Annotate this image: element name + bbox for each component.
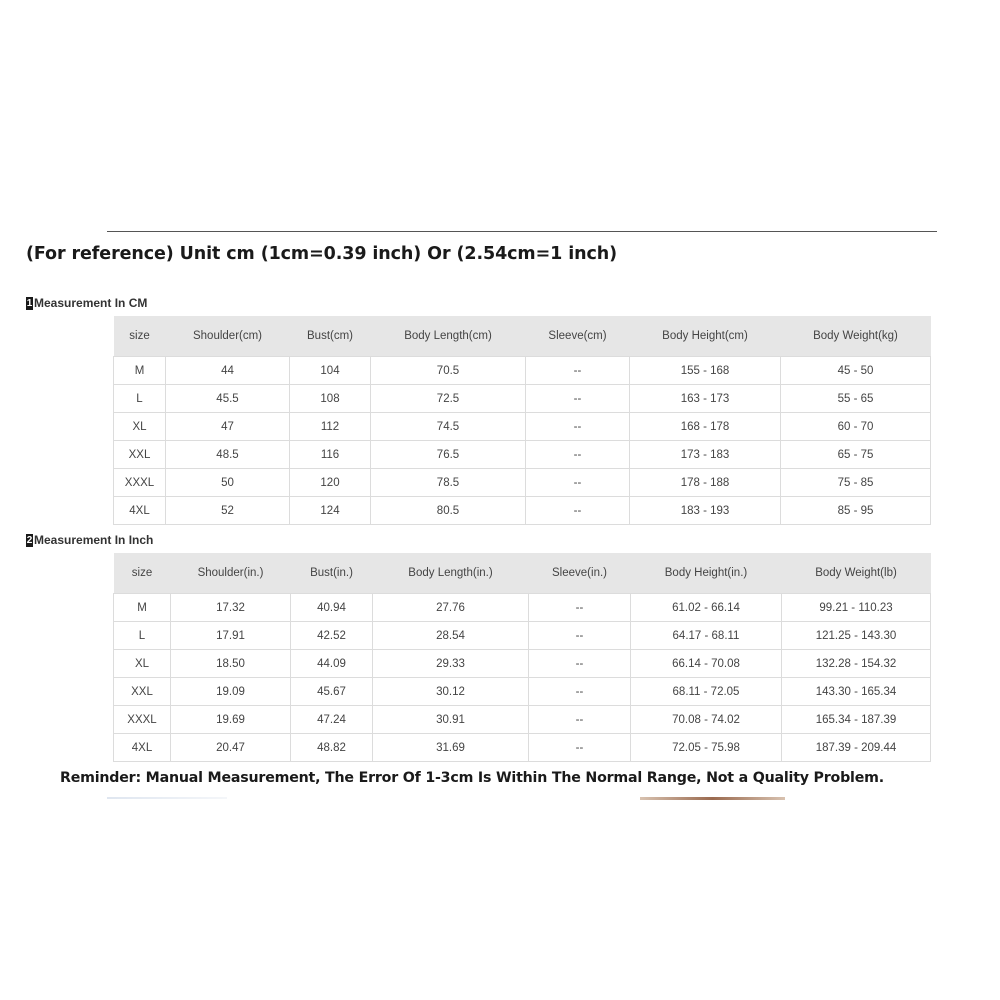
cell-bust: 44.09 [291, 650, 373, 678]
section-title-cm [26, 296, 147, 310]
cell-bust: 48.82 [291, 734, 373, 762]
cell-size: M [114, 357, 166, 385]
cell-body-height: 68.11 - 72.05 [631, 678, 782, 706]
cell-body-height: 70.08 - 74.02 [631, 706, 782, 734]
table-row [114, 594, 931, 622]
cell-body-weight: 65 - 75 [781, 441, 931, 469]
cell-sleeve: -- [529, 706, 631, 734]
cell-body-length: 74.5 [371, 413, 526, 441]
top-divider [107, 231, 937, 232]
column-header-body-height: Body Height(cm) [630, 316, 781, 357]
cell-shoulder: 18.50 [171, 650, 291, 678]
table-row [114, 413, 931, 441]
cell-shoulder: 17.32 [171, 594, 291, 622]
cell-body-weight: 132.28 - 154.32 [782, 650, 931, 678]
cell-bust: 45.67 [291, 678, 373, 706]
cell-shoulder: 44 [166, 357, 290, 385]
cell-size: L [114, 385, 166, 413]
cell-sleeve: -- [526, 357, 630, 385]
column-header-body-length: Body Length(in.) [373, 553, 529, 594]
cell-bust: 104 [290, 357, 371, 385]
cell-size: XL [114, 650, 171, 678]
cell-bust: 40.94 [291, 594, 373, 622]
cell-bust: 108 [290, 385, 371, 413]
cell-size: 4XL [114, 734, 171, 762]
section-title-inch [26, 533, 153, 547]
cell-body-weight: 55 - 65 [781, 385, 931, 413]
cell-body-length: 31.69 [373, 734, 529, 762]
cell-body-length: 30.12 [373, 678, 529, 706]
cell-body-length: 28.54 [373, 622, 529, 650]
cell-size: 4XL [114, 497, 166, 525]
cell-sleeve: -- [526, 413, 630, 441]
cell-shoulder: 50 [166, 469, 290, 497]
table-row [114, 650, 931, 678]
cell-shoulder: 17.91 [171, 622, 291, 650]
cell-shoulder: 52 [166, 497, 290, 525]
cell-shoulder: 20.47 [171, 734, 291, 762]
cell-body-weight: 99.21 - 110.23 [782, 594, 931, 622]
table-row [114, 734, 931, 762]
column-header-bust: Bust(in.) [291, 553, 373, 594]
cell-bust: 116 [290, 441, 371, 469]
cell-bust: 120 [290, 469, 371, 497]
column-header-body-height: Body Height(in.) [631, 553, 782, 594]
size-table-inch [113, 553, 931, 762]
measurement-reminder: Reminder: Manual Measurement, The Error Of 1-3cm Is Within The Normal Range, Not a Quality Problem. [60, 770, 884, 786]
cell-size: XXXL [114, 706, 171, 734]
cell-size: XXXL [114, 469, 166, 497]
size-table-cm [113, 316, 931, 525]
section-number-badge: 1 [26, 297, 33, 309]
cell-bust: 124 [290, 497, 371, 525]
cell-sleeve: -- [526, 497, 630, 525]
cell-body-weight: 187.39 - 209.44 [782, 734, 931, 762]
cell-bust: 112 [290, 413, 371, 441]
column-header-bust: Bust(cm) [290, 316, 371, 357]
section-number-badge: 2 [26, 534, 33, 546]
table-row [114, 497, 931, 525]
table-row [114, 385, 931, 413]
cell-body-length: 72.5 [371, 385, 526, 413]
cell-sleeve: -- [529, 650, 631, 678]
cell-shoulder: 19.09 [171, 678, 291, 706]
table-row [114, 706, 931, 734]
table-row [114, 357, 931, 385]
cell-sleeve: -- [529, 678, 631, 706]
table-row [114, 441, 931, 469]
cell-body-height: 178 - 188 [630, 469, 781, 497]
cell-body-length: 29.33 [373, 650, 529, 678]
column-header-shoulder: Shoulder(cm) [166, 316, 290, 357]
section-title-label: Measurement In Inch [34, 533, 154, 547]
cell-body-length: 70.5 [371, 357, 526, 385]
cell-shoulder: 47 [166, 413, 290, 441]
cell-body-weight: 75 - 85 [781, 469, 931, 497]
cell-size: XXL [114, 441, 166, 469]
cell-body-height: 64.17 - 68.11 [631, 622, 782, 650]
cell-body-height: 173 - 183 [630, 441, 781, 469]
cell-shoulder: 45.5 [166, 385, 290, 413]
table-row [114, 622, 931, 650]
cell-body-weight: 45 - 50 [781, 357, 931, 385]
cell-body-weight: 60 - 70 [781, 413, 931, 441]
cell-body-weight: 165.34 - 187.39 [782, 706, 931, 734]
cell-sleeve: -- [529, 734, 631, 762]
cell-sleeve: -- [529, 622, 631, 650]
cell-body-weight: 85 - 95 [781, 497, 931, 525]
table-row [114, 678, 931, 706]
cell-sleeve: -- [526, 469, 630, 497]
cell-size: L [114, 622, 171, 650]
cell-body-length: 80.5 [371, 497, 526, 525]
cell-size: XL [114, 413, 166, 441]
column-header-body-weight: Body Weight(kg) [781, 316, 931, 357]
reference-title: (For reference) Unit cm (1cm=0.39 inch) Or (2.54cm=1 inch) [26, 244, 617, 264]
column-header-body-length: Body Length(cm) [371, 316, 526, 357]
cell-body-height: 163 - 173 [630, 385, 781, 413]
cell-body-height: 183 - 193 [630, 497, 781, 525]
cell-body-height: 66.14 - 70.08 [631, 650, 782, 678]
cell-body-height: 155 - 168 [630, 357, 781, 385]
cell-body-height: 72.05 - 75.98 [631, 734, 782, 762]
cell-body-length: 76.5 [371, 441, 526, 469]
column-header-size: size [114, 553, 171, 594]
cell-shoulder: 48.5 [166, 441, 290, 469]
column-header-shoulder: Shoulder(in.) [171, 553, 291, 594]
cell-body-length: 78.5 [371, 469, 526, 497]
cell-sleeve: -- [526, 441, 630, 469]
cell-size: M [114, 594, 171, 622]
column-header-body-weight: Body Weight(lb) [782, 553, 931, 594]
cell-body-height: 61.02 - 66.14 [631, 594, 782, 622]
cell-body-weight: 121.25 - 143.30 [782, 622, 931, 650]
table-header-row [114, 553, 931, 594]
cell-body-length: 27.76 [373, 594, 529, 622]
table-row [114, 469, 931, 497]
cell-body-length: 30.91 [373, 706, 529, 734]
cropped-image-edge-right [640, 797, 785, 800]
cell-sleeve: -- [529, 594, 631, 622]
column-header-sleeve: Sleeve(in.) [529, 553, 631, 594]
table-header-row [114, 316, 931, 357]
cell-sleeve: -- [526, 385, 630, 413]
cell-size: XXL [114, 678, 171, 706]
cropped-image-edge-left [107, 797, 227, 799]
section-title-label: Measurement In CM [34, 296, 148, 310]
cell-bust: 42.52 [291, 622, 373, 650]
cell-body-height: 168 - 178 [630, 413, 781, 441]
column-header-size: size [114, 316, 166, 357]
cell-bust: 47.24 [291, 706, 373, 734]
column-header-sleeve: Sleeve(cm) [526, 316, 630, 357]
cell-shoulder: 19.69 [171, 706, 291, 734]
cell-body-weight: 143.30 - 165.34 [782, 678, 931, 706]
